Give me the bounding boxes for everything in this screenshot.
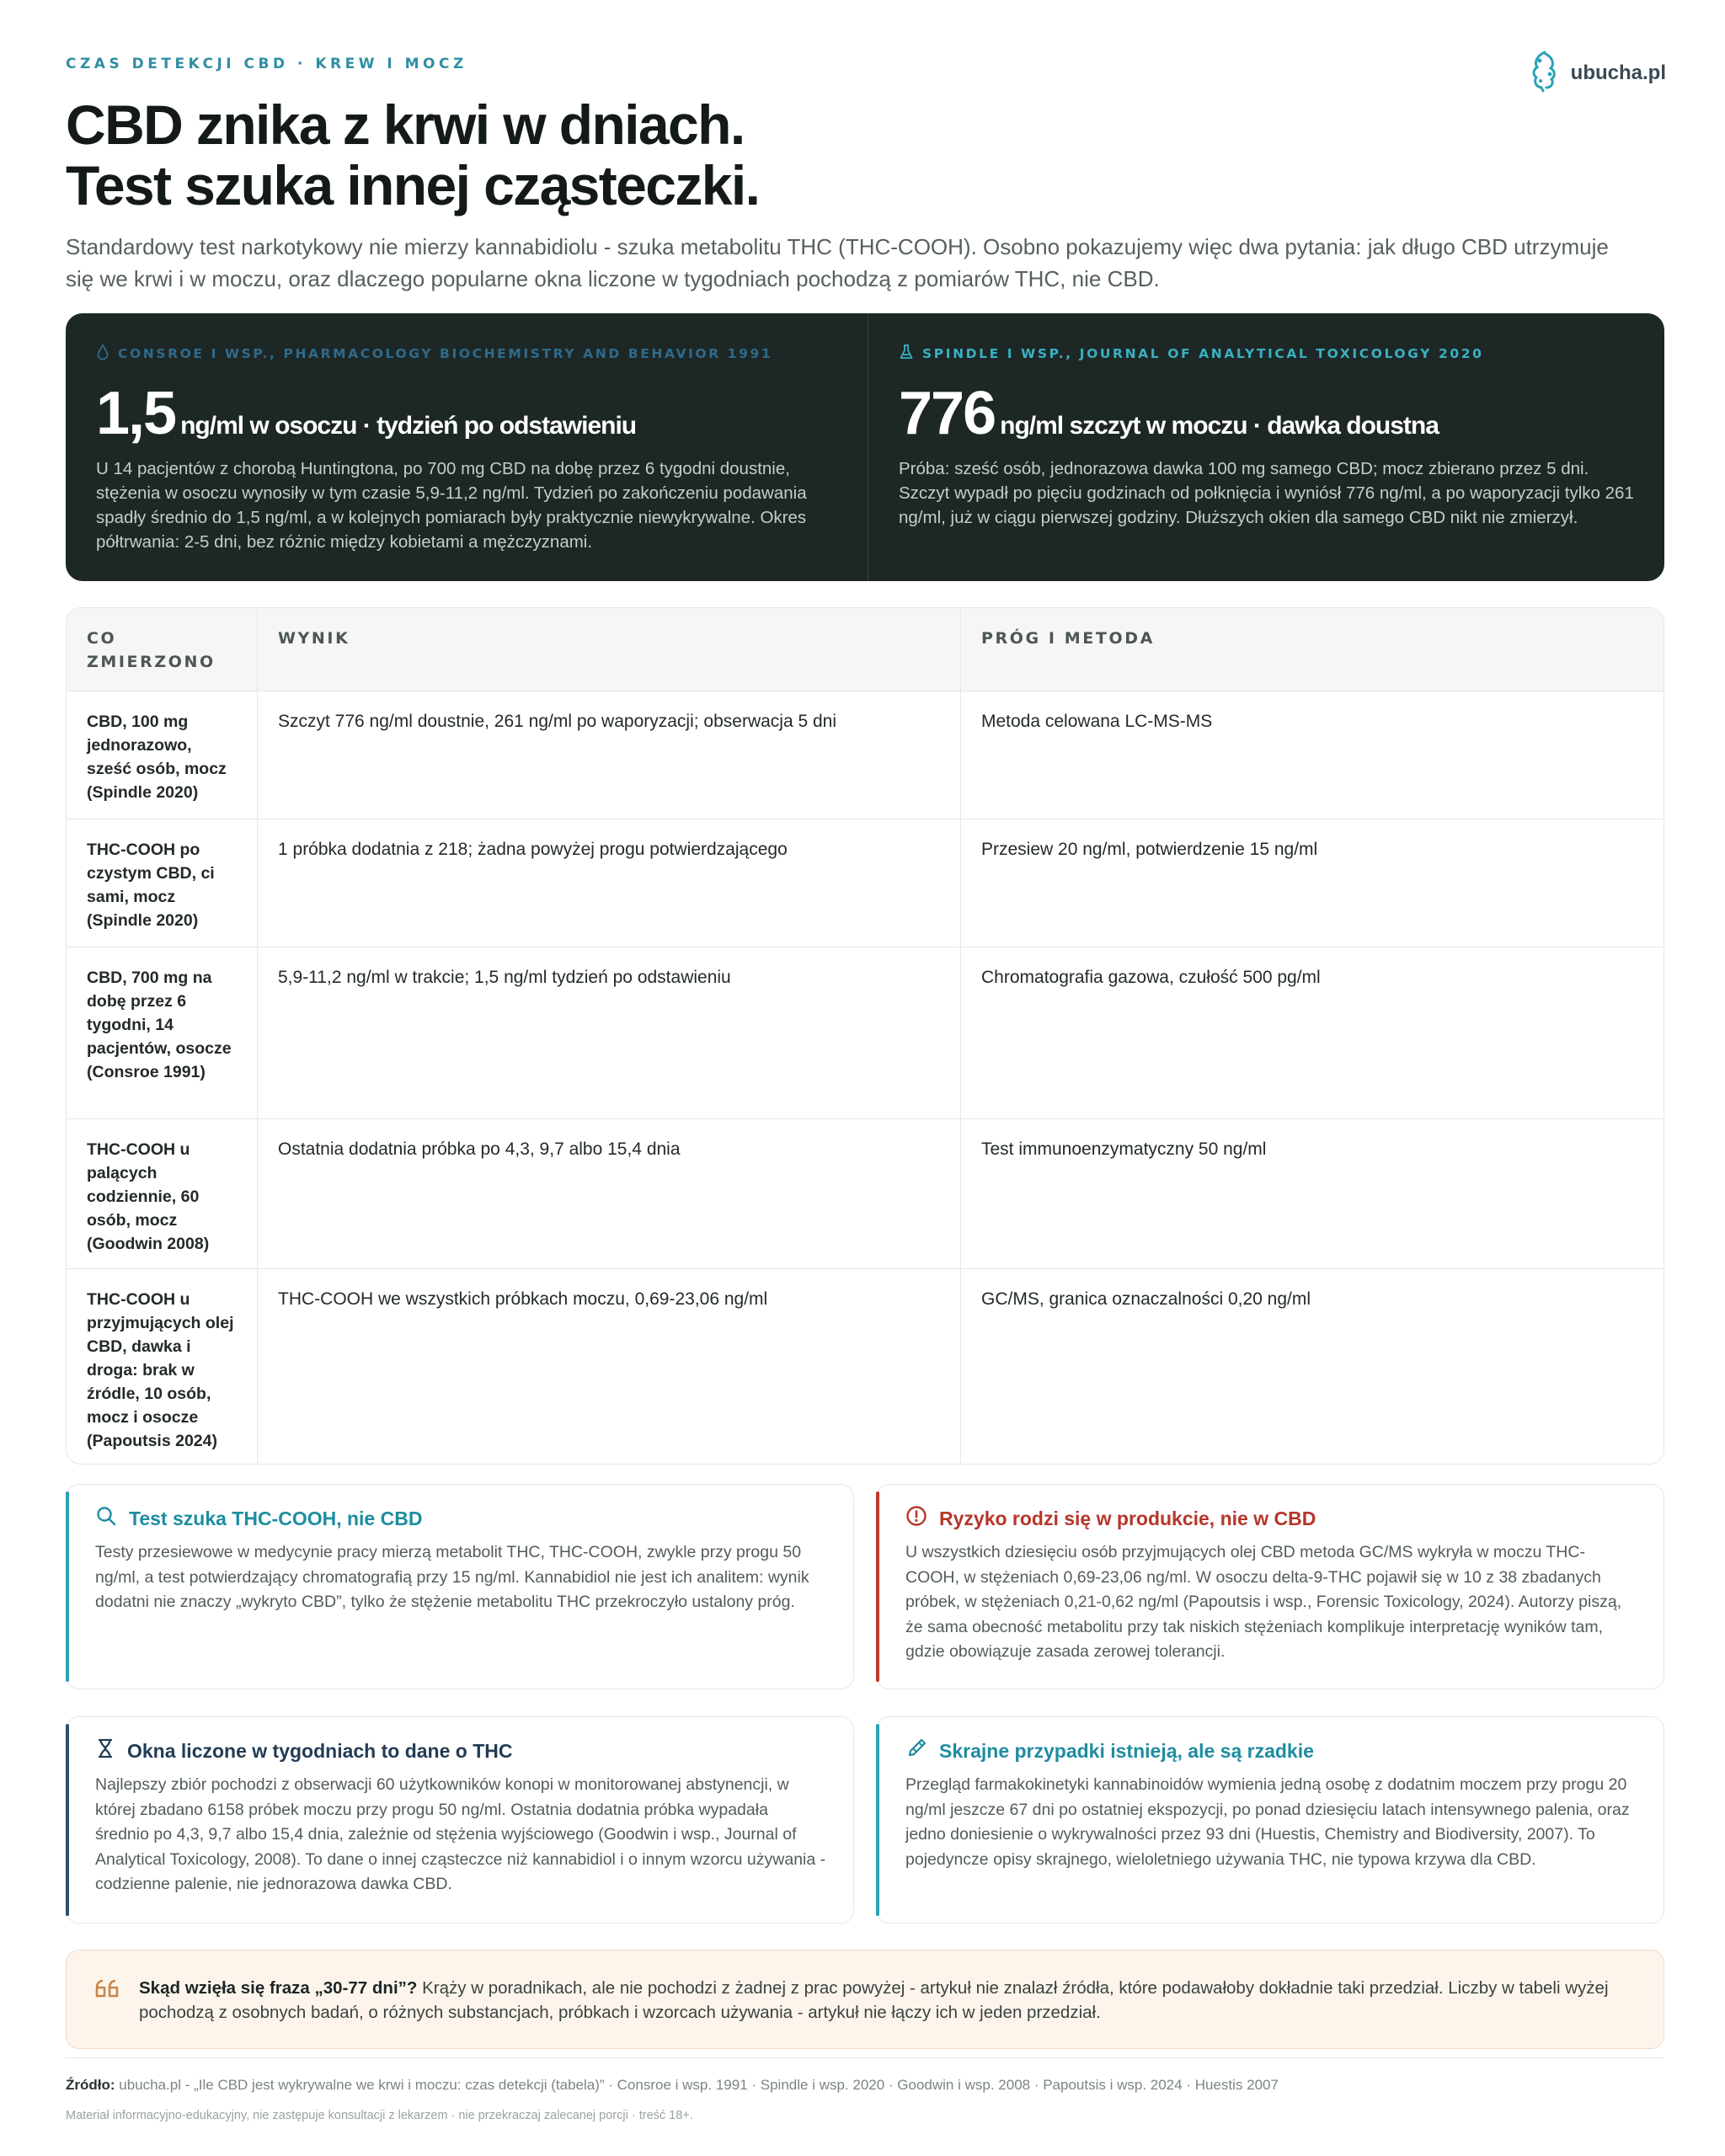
- source-line: [66, 2077, 1279, 2094]
- stat-unit: ng/ml szczyt w moczu · dawka doustna: [1000, 412, 1439, 440]
- table-cell: Test immunoenzymatyczny 50 ng/ml: [981, 1139, 1267, 1159]
- page-title: [66, 94, 1666, 216]
- table-cell: 1 próbka dodatnia z 218; żadna powyżej progu potwierdzającego: [258, 819, 961, 947]
- table-row: [67, 1268, 1664, 1464]
- stats-panel: [66, 313, 1664, 581]
- stat-spindle: [868, 313, 1670, 581]
- flask-icon: [899, 344, 914, 364]
- table-cell: Chromatografia gazowa, czułość 500 pg/ml: [981, 968, 1321, 987]
- table-row: [67, 947, 1664, 1118]
- search-icon: [95, 1505, 117, 1532]
- table-cell: CBD, 100 mg jednorazowo, sześć osób, mocz (Spindle 2020): [67, 691, 258, 819]
- table-cell: THC-COOH u przyjmujących olej CBD, dawka i droga: brak w źródle, 10 osób, mocz i osocze (Papoutsis 2024): [67, 1269, 258, 1464]
- stat-unit: ng/ml w osoczu · tydzień po odstawieniu: [180, 412, 637, 440]
- disclaimer: Materiał informacyjno-edukacyjny, nie zastępuje konsultacji z lekarzem · nie przekraczaj zalecanej porcji · treść 18+.: [66, 2109, 693, 2122]
- table-row: [67, 691, 1664, 819]
- alert-icon: [905, 1505, 927, 1532]
- table-cell: THC-COOH po czystym CBD, ci sami, mocz (Spindle 2020): [67, 819, 258, 947]
- hourglass-icon: [95, 1737, 115, 1764]
- header: [66, 56, 1666, 295]
- card-title: Okna liczone w tygodniach to dane o THC: [95, 1737, 826, 1764]
- stat-consroe: [66, 313, 868, 581]
- stat-headline: [96, 381, 837, 446]
- table-cell: THC-COOH u palących codziennie, 60 osób, mocz (Goodwin 2008): [67, 1119, 258, 1268]
- lead-paragraph: Standardowy test narkotykowy nie mierzy kannabidiolu - szuka metabolitu THC (THC-COOH). Osobno pokazujemy więc dwa pytania: jak długo CBD utrzymuje się we krwi i w moczu, oraz dlaczego popularne okna liczone w tygodniach pochodzą z pomiarów THC, nie CBD.: [66, 234, 1609, 291]
- column-header: CO ZMIERZONO: [67, 608, 258, 691]
- source-text: ubucha.pl - „Ile CBD jest wykrywalne we krwi i moczu: czas detekcji (tabela)” · Consroe i wsp. 1991 · Spindle i wsp. 2020 · Goodwin i wsp. 2008 · Papoutsis i wsp. 2024 · Huestis 2007: [115, 2077, 1279, 2093]
- brand[interactable]: [1529, 49, 1666, 97]
- stat-source: SPINDLE I WSP., JOURNAL OF ANALYTICAL TOXICOLOGY 2020: [899, 344, 1640, 364]
- note-text: [139, 1976, 1630, 2048]
- card-text: Testy przesiewowe w medycynie pracy mierzą metabolit THC, THC-COOH, zwykle przy progu 50 ng/ml, a test potwierdzający chromatografią przy 15 ng/ml. Kannabidiol nie jest ich analitem: wynik dodatni nie znaczy „wykryto CBD”, tylko że stężenie metabolitu THC przekroczyło ustalony próg.: [95, 1543, 809, 1611]
- table-cell: GC/MS, granica oznaczalności 0,20 ng/ml: [981, 1289, 1311, 1309]
- title-line-2: Test szuka innej cząsteczki.: [66, 154, 760, 216]
- brand-name: ubucha.pl: [1570, 61, 1666, 84]
- card-title: Skrajne przypadki istnieją, ale są rzadkie: [905, 1737, 1637, 1764]
- column-header: PRÓG I METODA: [981, 629, 1155, 648]
- stat-description: U 14 pacjentów z chorobą Huntingtona, po 700 mg CBD na dobę przez 6 tygodni doustnie, stężenia w osoczu wynosiły w tym czasie 5,9-11,2 ng/ml. Tydzień po zakończeniu podawania spadły średnio do 1,5 ng/ml, a w kolejnych pomiarach były praktycznie niewykrywalne. Okres półtrwania: 2-5 dni, bez różnic między kobietami a mężczyznami.: [96, 459, 807, 552]
- stat-value: 776: [899, 380, 996, 447]
- kicker: CZAS DETEKCJI CBD · KREW I MOCZ: [66, 56, 467, 72]
- table-cell: Ostatnia dodatnia próbka po 4,3, 9,7 albo 15,4 dnia: [258, 1119, 961, 1268]
- column-header: WYNIK: [258, 608, 961, 691]
- card-thc-windows: [66, 1716, 854, 1924]
- drop-icon: [96, 344, 109, 364]
- table-cell: CBD, 700 mg na dobę przez 6 tygodni, 14 pacjentów, osocze (Consroe 1991): [67, 947, 258, 1118]
- stat-value: 1,5: [96, 380, 176, 447]
- quote-icon: [95, 1979, 120, 2048]
- stat-source: CONSROE I WSP., PHARMACOLOGY BIOCHEMISTRY AND BEHAVIOR 1991: [96, 344, 837, 364]
- table-row: [67, 1118, 1664, 1268]
- note-body: Krąży w poradnikach, ale nie pochodzi z żadnej z prac powyżej - artykuł nie znalazł źródła, które podawałoby dokładnie taki przedział. Liczby w tabeli wyżej pochodzą z osobnych badań, o różnych substancjach, próbkach i wzorcach używania - artykuł nie łączy ich w jeden przedział.: [139, 1978, 1609, 2022]
- source-label: Źródło:: [66, 2077, 115, 2093]
- table-cell: Szczyt 776 ng/ml doustnie, 261 ng/ml po waporyzacji; obserwacja 5 dni: [258, 691, 961, 819]
- table-cell: Przesiew 20 ng/ml, potwierdzenie 15 ng/ml: [981, 840, 1318, 859]
- card-test-thc-cooh: [66, 1484, 854, 1689]
- data-table: [66, 607, 1664, 1465]
- stat-headline: [899, 381, 1640, 446]
- card-title: Test szuka THC-COOH, nie CBD: [95, 1505, 826, 1532]
- card-text: U wszystkich dziesięciu osób przyjmujących olej CBD metoda GC/MS wykryła w moczu THC-COOH, w stężeniach 0,69-23,06 ng/ml. W osoczu delta-9-THC pojawił się w 10 z 38 zbadanych próbek, w stężeniach 0,21-0,62 ng/ml (Papoutsis i wsp., Forensic Toxicology, 2024). Autorzy piszą, że sama obecność metabolitu przy tak niskich stężeniach komplikuje interpretację wyników tam, gdzie obowiązuje zasada zerowej tolerancji.: [905, 1543, 1622, 1661]
- note-question: Skąd wzięła się fraza „30-77 dni”?: [139, 1978, 418, 1998]
- note-box: [66, 1950, 1664, 2049]
- footer-divider: [66, 2057, 1664, 2058]
- card-extreme-cases: [876, 1716, 1664, 1924]
- tea-leaf-logo: [1529, 49, 1561, 97]
- table-cell: Metoda celowana LC-MS-MS: [981, 712, 1213, 731]
- card-product-risk: [876, 1484, 1664, 1689]
- table-row: [67, 819, 1664, 947]
- title-line-1: CBD znika z krwi w dniach.: [66, 93, 745, 156]
- pipette-icon: [905, 1737, 927, 1764]
- table-cell: 5,9-11,2 ng/ml w trakcie; 1,5 ng/ml tydzień po odstawieniu: [258, 947, 961, 1118]
- card-text: Przegląd farmakokinetyki kannabinoidów wymienia jedną osobę z dodatnim moczem przy progu 20 ng/ml jeszcze 67 dni po ostatniej ekspozycji, po ponad dziesięciu latach intensywnego palenia, oraz jedno doniesienie o wykrywalności przez 93 dni (Huestis, Chemistry and Biodiversity, 2007). To pojedyncze opisy skrajnego, wieloletniego używania THC, nie typowa krzywa dla CBD.: [905, 1775, 1630, 1869]
- stat-description: Próba: sześć osób, jednorazowa dawka 100 mg samego CBD; mocz zbierano przez 5 dni. Szczyt wypadł po pięciu godzinach od połknięcia i wyniósł 776 ng/ml, a po waporyzacji tylko 261 ng/ml, już w ciągu pierwszej godziny. Dłuższych okien dla samego CBD nikt nie zmierzył.: [899, 459, 1634, 527]
- table-cell: THC-COOH we wszystkich próbkach moczu, 0,69-23,06 ng/ml: [258, 1269, 961, 1464]
- table-header-row: [67, 608, 1664, 691]
- card-title: Ryzyko rodzi się w produkcie, nie w CBD: [905, 1505, 1637, 1532]
- card-text: Najlepszy zbiór pochodzi z obserwacji 60 użytkowników konopi w monitorowanej abstynencji, w której zbadano 6158 próbek moczu przy progu 50 ng/ml. Ostatnia dodatnia próbka wypadała średnio po 4,3, 9,7 albo 15,4 dnia, zależnie od stężenia wyjściowego (Goodwin i wsp., Journal of Analytical Toxicology, 2008). To dane o innej cząsteczce niż kannabidiol i o innym wzorcu używania - codzienne palenie, nie jednorazowa dawka CBD.: [95, 1775, 826, 1893]
